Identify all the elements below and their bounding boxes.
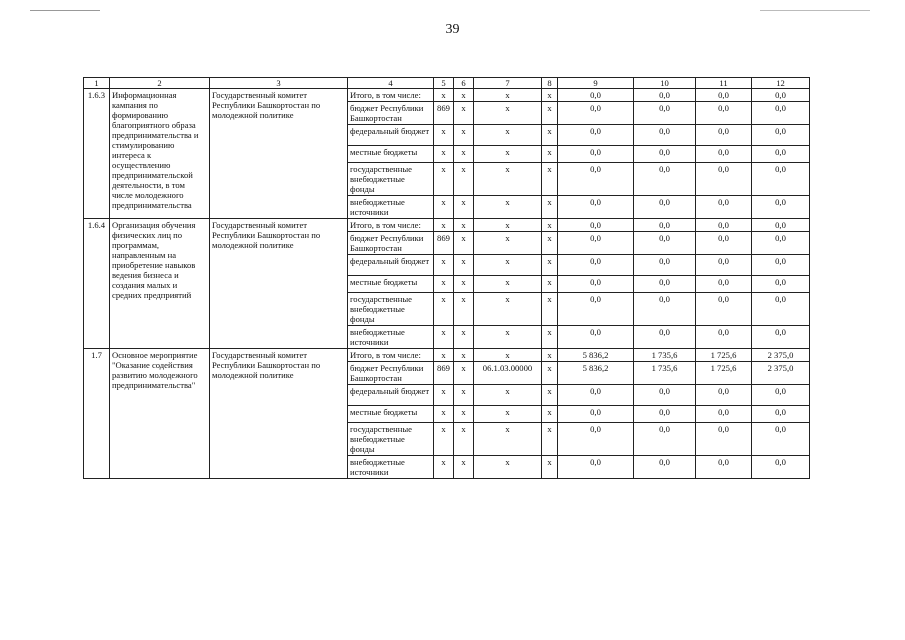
- cell-c10: 0,0: [634, 423, 696, 456]
- table-body: [84, 89, 810, 479]
- cell-c7: х: [474, 255, 542, 276]
- cell-c6: х: [454, 255, 474, 276]
- cell-c8: х: [542, 255, 558, 276]
- funding-source: внебюджетные источники: [348, 326, 434, 349]
- funding-source: государственные внебюджетные фонды: [348, 423, 434, 456]
- cell-c5: х: [434, 406, 454, 423]
- cell-c11: 0,0: [696, 456, 752, 479]
- cell-c12: 0,0: [752, 255, 810, 276]
- cell-c5: 869: [434, 362, 454, 385]
- cell-c9: 0,0: [558, 276, 634, 293]
- column-header-4: 4: [348, 78, 434, 89]
- cell-c8: х: [542, 293, 558, 326]
- item-name: Организация обучения физических лиц по программам, направленным на приобретение навыков ведения бизнеса и создания малых и средних предприятий: [110, 219, 210, 349]
- cell-c5: х: [434, 276, 454, 293]
- cell-c10: 0,0: [634, 255, 696, 276]
- cell-c11: 1 725,6: [696, 349, 752, 362]
- cell-c7: х: [474, 163, 542, 196]
- funding-source: внебюджетные источники: [348, 456, 434, 479]
- funding-source: государственные внебюджетные фонды: [348, 293, 434, 326]
- cell-c8: х: [542, 89, 558, 102]
- cell-c8: х: [542, 385, 558, 406]
- cell-c5: 869: [434, 232, 454, 255]
- cell-c9: 0,0: [558, 146, 634, 163]
- cell-c10: 0,0: [634, 276, 696, 293]
- cell-c10: 0,0: [634, 219, 696, 232]
- cell-c9: 0,0: [558, 232, 634, 255]
- funding-source: местные бюджеты: [348, 146, 434, 163]
- cell-c10: 0,0: [634, 163, 696, 196]
- cell-c7: 06.1.03.00000: [474, 362, 542, 385]
- cell-c11: 0,0: [696, 196, 752, 219]
- cell-c12: 0,0: [752, 326, 810, 349]
- cell-c10: 0,0: [634, 102, 696, 125]
- cell-c5: х: [434, 89, 454, 102]
- cell-c11: 0,0: [696, 385, 752, 406]
- column-header-12: 12: [752, 78, 810, 89]
- cell-c11: 0,0: [696, 219, 752, 232]
- cell-c12: 0,0: [752, 163, 810, 196]
- funding-source: внебюджетные источники: [348, 196, 434, 219]
- cell-c11: 0,0: [696, 293, 752, 326]
- cell-c6: х: [454, 276, 474, 293]
- cell-c11: 1 725,6: [696, 362, 752, 385]
- cell-c12: 0,0: [752, 232, 810, 255]
- cell-c6: х: [454, 219, 474, 232]
- column-header-6: 6: [454, 78, 474, 89]
- funding-source: федеральный бюджет: [348, 125, 434, 146]
- cell-c10: 1 735,6: [634, 362, 696, 385]
- cell-c8: х: [542, 326, 558, 349]
- cell-c11: 0,0: [696, 255, 752, 276]
- cell-c11: 0,0: [696, 423, 752, 456]
- cell-c7: х: [474, 102, 542, 125]
- header-row: [84, 78, 810, 89]
- cell-c5: х: [434, 385, 454, 406]
- cell-c12: 0,0: [752, 102, 810, 125]
- cell-c11: 0,0: [696, 326, 752, 349]
- cell-c12: 0,0: [752, 456, 810, 479]
- cell-c9: 5 836,2: [558, 349, 634, 362]
- funding-source: местные бюджеты: [348, 406, 434, 423]
- scan-mark-right: [760, 10, 870, 12]
- cell-c7: х: [474, 276, 542, 293]
- cell-c8: х: [542, 125, 558, 146]
- cell-c8: х: [542, 163, 558, 196]
- item-code: 1.6.4: [84, 219, 110, 349]
- cell-c5: х: [434, 125, 454, 146]
- cell-c9: 0,0: [558, 102, 634, 125]
- cell-c5: х: [434, 163, 454, 196]
- cell-c9: 0,0: [558, 385, 634, 406]
- cell-c5: х: [434, 146, 454, 163]
- budget-table: [83, 77, 810, 479]
- column-header-8: 8: [542, 78, 558, 89]
- cell-c5: х: [434, 423, 454, 456]
- cell-c10: 0,0: [634, 456, 696, 479]
- funding-source: государственные внебюджетные фонды: [348, 163, 434, 196]
- funding-source: Итого, в том числе:: [348, 349, 434, 362]
- cell-c5: 869: [434, 102, 454, 125]
- cell-c12: 0,0: [752, 385, 810, 406]
- cell-c5: х: [434, 219, 454, 232]
- cell-c8: х: [542, 219, 558, 232]
- funding-source: местные бюджеты: [348, 276, 434, 293]
- funding-source: Итого, в том числе:: [348, 89, 434, 102]
- funding-source: Итого, в том числе:: [348, 219, 434, 232]
- cell-c12: 2 375,0: [752, 349, 810, 362]
- cell-c7: х: [474, 456, 542, 479]
- cell-c12: 0,0: [752, 219, 810, 232]
- cell-c12: 0,0: [752, 406, 810, 423]
- cell-c7: х: [474, 326, 542, 349]
- cell-c7: х: [474, 125, 542, 146]
- cell-c9: 0,0: [558, 163, 634, 196]
- funding-source: бюджет Республики Башкортостан: [348, 362, 434, 385]
- cell-c8: х: [542, 423, 558, 456]
- cell-c6: х: [454, 406, 474, 423]
- column-header-10: 10: [634, 78, 696, 89]
- cell-c11: 0,0: [696, 276, 752, 293]
- column-header-1: 1: [84, 78, 110, 89]
- cell-c7: х: [474, 385, 542, 406]
- cell-c12: 0,0: [752, 125, 810, 146]
- cell-c11: 0,0: [696, 406, 752, 423]
- cell-c6: х: [454, 293, 474, 326]
- cell-c7: х: [474, 349, 542, 362]
- cell-c12: 0,0: [752, 89, 810, 102]
- cell-c6: х: [454, 125, 474, 146]
- cell-c9: 0,0: [558, 406, 634, 423]
- cell-c6: х: [454, 423, 474, 456]
- cell-c7: х: [474, 196, 542, 219]
- cell-c8: х: [542, 146, 558, 163]
- item-name: Информационная кампания по формированию благоприятного образа предпринимательства и стимулированию интереса к осуществлению предпринимательской деятельности, в том числе молодежного предпринимательства: [110, 89, 210, 219]
- column-header-5: 5: [434, 78, 454, 89]
- cell-c12: 2 375,0: [752, 362, 810, 385]
- funding-source: федеральный бюджет: [348, 385, 434, 406]
- cell-c10: 0,0: [634, 196, 696, 219]
- column-header-2: 2: [110, 78, 210, 89]
- cell-c5: х: [434, 255, 454, 276]
- cell-c7: х: [474, 423, 542, 456]
- column-header-7: 7: [474, 78, 542, 89]
- funding-source: бюджет Республики Башкортостан: [348, 102, 434, 125]
- cell-c5: х: [434, 293, 454, 326]
- cell-c6: х: [454, 102, 474, 125]
- scan-mark-left: [30, 10, 100, 12]
- cell-c12: 0,0: [752, 293, 810, 326]
- cell-c11: 0,0: [696, 232, 752, 255]
- cell-c8: х: [542, 362, 558, 385]
- item-code: 1.6.3: [84, 89, 110, 219]
- item-executor: Государственный комитет Республики Башкортостан по молодежной политике: [210, 89, 348, 219]
- cell-c8: х: [542, 456, 558, 479]
- cell-c6: х: [454, 362, 474, 385]
- cell-c8: х: [542, 276, 558, 293]
- cell-c10: 0,0: [634, 146, 696, 163]
- item-executor: Государственный комитет Республики Башкортостан по молодежной политике: [210, 349, 348, 479]
- table-row: [84, 89, 810, 102]
- cell-c9: 0,0: [558, 89, 634, 102]
- cell-c11: 0,0: [696, 102, 752, 125]
- cell-c9: 0,0: [558, 423, 634, 456]
- cell-c6: х: [454, 232, 474, 255]
- cell-c6: х: [454, 326, 474, 349]
- cell-c6: х: [454, 89, 474, 102]
- cell-c6: х: [454, 146, 474, 163]
- cell-c10: 0,0: [634, 89, 696, 102]
- cell-c11: 0,0: [696, 89, 752, 102]
- funding-source: бюджет Республики Башкортостан: [348, 232, 434, 255]
- cell-c9: 0,0: [558, 219, 634, 232]
- funding-source: федеральный бюджет: [348, 255, 434, 276]
- cell-c7: х: [474, 232, 542, 255]
- cell-c11: 0,0: [696, 163, 752, 196]
- cell-c10: 0,0: [634, 326, 696, 349]
- cell-c9: 0,0: [558, 125, 634, 146]
- cell-c5: х: [434, 326, 454, 349]
- cell-c10: 1 735,6: [634, 349, 696, 362]
- item-code: 1.7: [84, 349, 110, 479]
- cell-c10: 0,0: [634, 125, 696, 146]
- cell-c8: х: [542, 232, 558, 255]
- cell-c5: х: [434, 196, 454, 219]
- page-number: 39: [445, 22, 460, 37]
- cell-c10: 0,0: [634, 385, 696, 406]
- cell-c11: 0,0: [696, 125, 752, 146]
- cell-c6: х: [454, 163, 474, 196]
- cell-c9: 0,0: [558, 326, 634, 349]
- cell-c12: 0,0: [752, 146, 810, 163]
- item-name: Основное мероприятие "Оказание содействия развитию молодежного предпринимательства": [110, 349, 210, 479]
- table-row: [84, 349, 810, 362]
- cell-c12: 0,0: [752, 276, 810, 293]
- cell-c7: х: [474, 293, 542, 326]
- cell-c10: 0,0: [634, 232, 696, 255]
- column-header-9: 9: [558, 78, 634, 89]
- cell-c7: х: [474, 406, 542, 423]
- cell-c7: х: [474, 146, 542, 163]
- cell-c9: 0,0: [558, 255, 634, 276]
- cell-c9: 5 836,2: [558, 362, 634, 385]
- cell-c10: 0,0: [634, 293, 696, 326]
- column-header-11: 11: [696, 78, 752, 89]
- item-executor: Государственный комитет Республики Башкортостан по молодежной политике: [210, 219, 348, 349]
- cell-c12: 0,0: [752, 196, 810, 219]
- cell-c12: 0,0: [752, 423, 810, 456]
- cell-c6: х: [454, 196, 474, 219]
- cell-c7: х: [474, 219, 542, 232]
- cell-c5: х: [434, 456, 454, 479]
- column-header-3: 3: [210, 78, 348, 89]
- cell-c8: х: [542, 349, 558, 362]
- cell-c6: х: [454, 385, 474, 406]
- cell-c8: х: [542, 196, 558, 219]
- cell-c10: 0,0: [634, 406, 696, 423]
- table-row: [84, 219, 810, 232]
- cell-c8: х: [542, 102, 558, 125]
- cell-c6: х: [454, 349, 474, 362]
- cell-c9: 0,0: [558, 456, 634, 479]
- cell-c9: 0,0: [558, 293, 634, 326]
- cell-c11: 0,0: [696, 146, 752, 163]
- cell-c5: х: [434, 349, 454, 362]
- cell-c8: х: [542, 406, 558, 423]
- cell-c7: х: [474, 89, 542, 102]
- cell-c6: х: [454, 456, 474, 479]
- cell-c9: 0,0: [558, 196, 634, 219]
